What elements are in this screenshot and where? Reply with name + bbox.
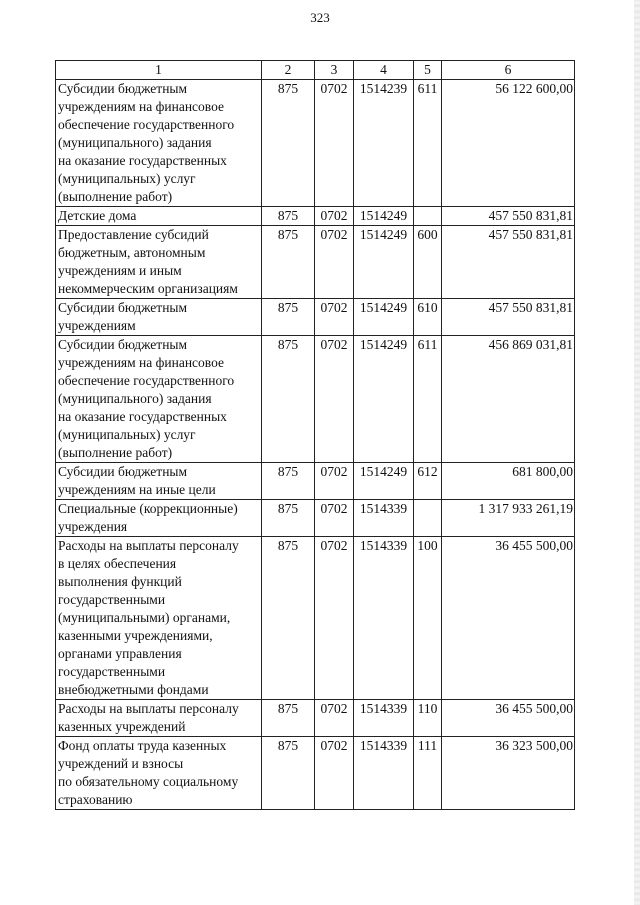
- section-code-cell: 0702: [315, 336, 354, 463]
- row-name-line: на оказание государственных: [58, 409, 227, 424]
- section-code-cell: 0702: [315, 80, 354, 207]
- row-name-cell: [56, 336, 262, 463]
- row-name-line: казенных учреждений: [58, 719, 186, 734]
- row-name-line: Субсидии бюджетным: [58, 337, 188, 352]
- admin-code-cell: 875: [262, 537, 315, 700]
- admin-code-cell: 875: [262, 226, 315, 299]
- section-code-cell: 0702: [315, 299, 354, 336]
- admin-code-cell: 875: [262, 80, 315, 207]
- table-row: [56, 207, 575, 226]
- row-name-line: (муниципальных) услуг: [58, 427, 196, 442]
- expense-type-cell: 600: [414, 226, 442, 299]
- row-name-cell: [56, 537, 262, 700]
- table-row: [56, 80, 575, 207]
- row-name-line: Расходы на выплаты персоналу: [58, 701, 239, 716]
- row-name-line: органами управления: [58, 646, 182, 661]
- admin-code-cell: 875: [262, 700, 315, 737]
- section-code-cell: 0702: [315, 737, 354, 810]
- row-name-cell: [56, 737, 262, 810]
- expense-type-cell: [414, 500, 442, 537]
- table-row: [56, 700, 575, 737]
- row-name-line: учреждениям на финансовое: [58, 99, 224, 114]
- column-header: 2: [262, 61, 315, 80]
- amount-cell: 456 869 031,81: [442, 336, 575, 463]
- row-name-line: обеспечение государственного: [58, 117, 235, 132]
- page-number: 323: [310, 10, 330, 25]
- amount-cell: 36 455 500,00: [442, 700, 575, 737]
- column-header: 1: [56, 61, 262, 80]
- row-name-line: Субсидии бюджетным: [58, 300, 188, 315]
- row-name-line: Фонд оплаты труда казенных: [58, 738, 227, 753]
- row-name-line: Субсидии бюджетным: [58, 81, 188, 96]
- table-row: [56, 500, 575, 537]
- expense-type-cell: 110: [414, 700, 442, 737]
- section-code-cell: 0702: [315, 207, 354, 226]
- budget-table: [55, 60, 575, 810]
- row-name-line: страхованию: [58, 792, 133, 807]
- row-name-line: в целях обеспечения: [58, 556, 177, 571]
- expense-type-cell: 612: [414, 463, 442, 500]
- row-name-line: некоммерческим организациям: [58, 281, 238, 296]
- column-header: 6: [442, 61, 575, 80]
- row-name-line: (выполнение работ): [58, 445, 173, 460]
- row-name-cell: [56, 80, 262, 207]
- expense-type-cell: 100: [414, 537, 442, 700]
- amount-cell: 1 317 933 261,19: [442, 500, 575, 537]
- admin-code-cell: 875: [262, 336, 315, 463]
- row-name-line: учреждения: [58, 519, 128, 534]
- expense-type-cell: [414, 207, 442, 226]
- admin-code-cell: 875: [262, 207, 315, 226]
- amount-cell: 457 550 831,81: [442, 299, 575, 336]
- row-name-cell: [56, 700, 262, 737]
- table-row: [56, 737, 575, 810]
- table-row: [56, 226, 575, 299]
- amount-cell: 56 122 600,00: [442, 80, 575, 207]
- row-name-line: учреждениям на иные цели: [58, 482, 216, 497]
- expense-type-cell: 610: [414, 299, 442, 336]
- expense-type-cell: 611: [414, 336, 442, 463]
- row-name-line: учреждениям и иным: [58, 263, 182, 278]
- target-article-cell: 1514339: [354, 737, 414, 810]
- target-article-cell: 1514339: [354, 537, 414, 700]
- row-name-line: учреждений и взносы: [58, 756, 184, 771]
- row-name-line: Расходы на выплаты персоналу: [58, 538, 239, 553]
- table-body: [56, 80, 575, 810]
- row-name-line: Специальные (коррекционные): [58, 501, 238, 516]
- amount-cell: 681 800,00: [442, 463, 575, 500]
- row-name-line: учреждениям на финансовое: [58, 355, 224, 370]
- budget-table-container: [55, 60, 575, 810]
- target-article-cell: 1514249: [354, 207, 414, 226]
- row-name-line: внебюджетными фондами: [58, 682, 209, 697]
- table-row: [56, 299, 575, 336]
- target-article-cell: 1514249: [354, 226, 414, 299]
- target-article-cell: 1514249: [354, 463, 414, 500]
- row-name-line: выполнения функций: [58, 574, 182, 589]
- row-name-line: бюджетным, автономным: [58, 245, 206, 260]
- admin-code-cell: 875: [262, 299, 315, 336]
- row-name-line: (выполнение работ): [58, 189, 173, 204]
- section-code-cell: 0702: [315, 226, 354, 299]
- expense-type-cell: 611: [414, 80, 442, 207]
- scan-edge: [634, 0, 640, 905]
- column-header: 3: [315, 61, 354, 80]
- section-code-cell: 0702: [315, 537, 354, 700]
- section-code-cell: 0702: [315, 463, 354, 500]
- row-name-cell: [56, 207, 262, 226]
- amount-cell: 36 455 500,00: [442, 537, 575, 700]
- row-name-line: казенными учреждениями,: [58, 628, 213, 643]
- row-name-cell: [56, 299, 262, 336]
- target-article-cell: 1514249: [354, 299, 414, 336]
- row-name-line: (муниципальных) услуг: [58, 171, 196, 186]
- row-name-line: (муниципального) задания: [58, 135, 212, 150]
- target-article-cell: 1514249: [354, 336, 414, 463]
- amount-cell: 457 550 831,81: [442, 226, 575, 299]
- row-name-line: государственными: [58, 664, 166, 679]
- amount-cell: 36 323 500,00: [442, 737, 575, 810]
- admin-code-cell: 875: [262, 737, 315, 810]
- target-article-cell: 1514239: [354, 80, 414, 207]
- expense-type-cell: 111: [414, 737, 442, 810]
- row-name-line: (муниципальными) органами,: [58, 610, 231, 625]
- row-name-line: Детские дома: [58, 208, 137, 223]
- row-name-cell: [56, 463, 262, 500]
- section-code-cell: 0702: [315, 700, 354, 737]
- target-article-cell: 1514339: [354, 700, 414, 737]
- column-header: 4: [354, 61, 414, 80]
- table-row: [56, 463, 575, 500]
- row-name-line: обеспечение государственного: [58, 373, 235, 388]
- row-name-line: Предоставление субсидий: [58, 227, 209, 242]
- row-name-line: учреждениям: [58, 318, 136, 333]
- table-header-row: [56, 61, 575, 80]
- row-name-line: (муниципального) задания: [58, 391, 212, 406]
- admin-code-cell: 875: [262, 463, 315, 500]
- target-article-cell: 1514339: [354, 500, 414, 537]
- row-name-cell: [56, 226, 262, 299]
- column-header: 5: [414, 61, 442, 80]
- admin-code-cell: 875: [262, 500, 315, 537]
- amount-cell: 457 550 831,81: [442, 207, 575, 226]
- row-name-cell: [56, 500, 262, 537]
- table-row: [56, 336, 575, 463]
- row-name-line: на оказание государственных: [58, 153, 227, 168]
- section-code-cell: 0702: [315, 500, 354, 537]
- row-name-line: по обязательному социальному: [58, 774, 239, 789]
- row-name-line: государственными: [58, 592, 166, 607]
- table-row: [56, 537, 575, 700]
- row-name-line: Субсидии бюджетным: [58, 464, 188, 479]
